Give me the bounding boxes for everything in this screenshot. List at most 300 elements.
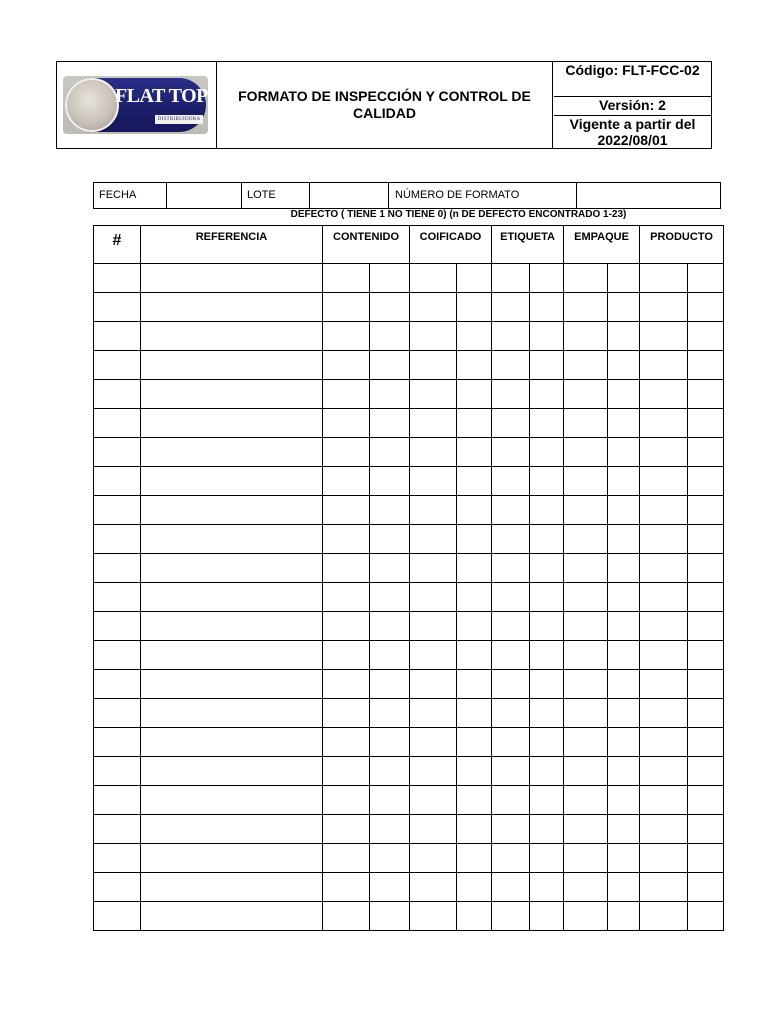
cell-empaque-a[interactable] — [564, 409, 608, 438]
cell-producto-a[interactable] — [640, 786, 688, 815]
col-header-empaque: EMPAQUE — [564, 226, 640, 264]
cell-number[interactable] — [94, 786, 141, 815]
cell-producto-a[interactable] — [640, 873, 688, 902]
cell-referencia[interactable] — [141, 409, 323, 438]
cell-referencia[interactable] — [141, 525, 323, 554]
cell-number[interactable] — [94, 525, 141, 554]
cell-referencia[interactable] — [141, 902, 323, 931]
cell-empaque-b[interactable] — [608, 641, 640, 670]
cell-coificado-a[interactable] — [410, 670, 457, 699]
cell-coificado-b[interactable] — [457, 322, 492, 351]
cell-etiqueta-b[interactable] — [530, 728, 564, 757]
cell-coificado-a[interactable] — [410, 380, 457, 409]
cell-producto-b[interactable] — [688, 786, 724, 815]
cell-producto-a[interactable] — [640, 293, 688, 322]
cell-etiqueta-a[interactable] — [492, 844, 530, 873]
cell-producto-b[interactable] — [688, 322, 724, 351]
cell-referencia[interactable] — [141, 641, 323, 670]
cell-referencia[interactable] — [141, 467, 323, 496]
cell-producto-a[interactable] — [640, 409, 688, 438]
cell-contenido-a[interactable] — [323, 322, 370, 351]
cell-coificado-a[interactable] — [410, 641, 457, 670]
cell-number[interactable] — [94, 873, 141, 902]
cell-number[interactable] — [94, 583, 141, 612]
cell-producto-b[interactable] — [688, 815, 724, 844]
cell-referencia[interactable] — [141, 583, 323, 612]
info-row — [93, 182, 721, 209]
cell-coificado-b[interactable] — [457, 496, 492, 525]
cell-empaque-a[interactable] — [564, 525, 608, 554]
cell-producto-b[interactable] — [688, 757, 724, 786]
cell-producto-b[interactable] — [688, 467, 724, 496]
cell-empaque-a[interactable] — [564, 293, 608, 322]
cell-contenido-b[interactable] — [370, 467, 410, 496]
cell-etiqueta-a[interactable] — [492, 757, 530, 786]
cell-referencia[interactable] — [141, 351, 323, 380]
cell-referencia[interactable] — [141, 844, 323, 873]
table-row — [94, 699, 724, 728]
cell-empaque-b[interactable] — [608, 612, 640, 641]
cell-empaque-b[interactable] — [608, 786, 640, 815]
cell-coificado-a[interactable] — [410, 322, 457, 351]
cell-contenido-b[interactable] — [370, 380, 410, 409]
cell-coificado-a[interactable] — [410, 612, 457, 641]
cell-contenido-b[interactable] — [370, 844, 410, 873]
cell-coificado-a[interactable] — [410, 583, 457, 612]
cell-coificado-b[interactable] — [457, 728, 492, 757]
cell-producto-a[interactable] — [640, 438, 688, 467]
cell-producto-a[interactable] — [640, 554, 688, 583]
cell-producto-b[interactable] — [688, 554, 724, 583]
cell-contenido-b[interactable] — [370, 438, 410, 467]
cell-coificado-b[interactable] — [457, 873, 492, 902]
cell-empaque-a[interactable] — [564, 670, 608, 699]
cell-etiqueta-a[interactable] — [492, 293, 530, 322]
cell-coificado-a[interactable] — [410, 525, 457, 554]
cell-empaque-a[interactable] — [564, 496, 608, 525]
table-row — [94, 409, 724, 438]
cell-empaque-a[interactable] — [564, 438, 608, 467]
cell-empaque-a[interactable] — [564, 351, 608, 380]
cell-contenido-a[interactable] — [323, 293, 370, 322]
cell-coificado-a[interactable] — [410, 786, 457, 815]
cell-contenido-a[interactable] — [323, 641, 370, 670]
cell-etiqueta-b[interactable] — [530, 467, 564, 496]
cell-referencia[interactable] — [141, 815, 323, 844]
cell-empaque-a[interactable] — [564, 699, 608, 728]
cell-producto-b[interactable] — [688, 496, 724, 525]
cell-empaque-a[interactable] — [564, 612, 608, 641]
cell-coificado-b[interactable] — [457, 438, 492, 467]
cell-etiqueta-a[interactable] — [492, 873, 530, 902]
cell-coificado-a[interactable] — [410, 438, 457, 467]
cell-producto-a[interactable] — [640, 583, 688, 612]
cell-number[interactable] — [94, 699, 141, 728]
cell-contenido-a[interactable] — [323, 583, 370, 612]
cell-etiqueta-a[interactable] — [492, 699, 530, 728]
cell-empaque-a[interactable] — [564, 554, 608, 583]
cell-coificado-b[interactable] — [457, 902, 492, 931]
cell-coificado-a[interactable] — [410, 844, 457, 873]
cell-referencia[interactable] — [141, 728, 323, 757]
cell-contenido-a[interactable] — [323, 757, 370, 786]
cell-contenido-a[interactable] — [323, 496, 370, 525]
cell-etiqueta-a[interactable] — [492, 815, 530, 844]
cell-contenido-b[interactable] — [370, 293, 410, 322]
cell-empaque-a[interactable] — [564, 380, 608, 409]
cell-etiqueta-b[interactable] — [530, 351, 564, 380]
cell-producto-a[interactable] — [640, 728, 688, 757]
cell-coificado-b[interactable] — [457, 467, 492, 496]
col-header-number: # — [94, 226, 141, 264]
cell-etiqueta-a[interactable] — [492, 496, 530, 525]
cell-empaque-b[interactable] — [608, 264, 640, 293]
cell-etiqueta-b[interactable] — [530, 699, 564, 728]
cell-contenido-b[interactable] — [370, 554, 410, 583]
table-row — [94, 264, 724, 293]
cell-contenido-a[interactable] — [323, 554, 370, 583]
cell-coificado-a[interactable] — [410, 351, 457, 380]
cell-empaque-a[interactable] — [564, 583, 608, 612]
cell-etiqueta-b[interactable] — [530, 409, 564, 438]
cell-producto-a[interactable] — [640, 322, 688, 351]
cell-coificado-b[interactable] — [457, 351, 492, 380]
cell-number[interactable] — [94, 293, 141, 322]
cell-coificado-a[interactable] — [410, 873, 457, 902]
cell-etiqueta-a[interactable] — [492, 583, 530, 612]
cell-producto-b[interactable] — [688, 525, 724, 554]
cell-coificado-b[interactable] — [457, 583, 492, 612]
table-row — [94, 612, 724, 641]
cell-etiqueta-a[interactable] — [492, 438, 530, 467]
cell-contenido-b[interactable] — [370, 612, 410, 641]
cell-etiqueta-a[interactable] — [492, 467, 530, 496]
cell-contenido-b[interactable] — [370, 728, 410, 757]
cell-coificado-b[interactable] — [457, 670, 492, 699]
cell-empaque-b[interactable] — [608, 438, 640, 467]
cell-etiqueta-b[interactable] — [530, 496, 564, 525]
cell-empaque-b[interactable] — [608, 844, 640, 873]
cell-producto-b[interactable] — [688, 264, 724, 293]
cell-producto-a[interactable] — [640, 264, 688, 293]
cell-coificado-a[interactable] — [410, 728, 457, 757]
cell-empaque-b[interactable] — [608, 409, 640, 438]
table-row — [94, 786, 724, 815]
cell-number[interactable] — [94, 496, 141, 525]
cell-coificado-b[interactable] — [457, 554, 492, 583]
cell-contenido-b[interactable] — [370, 786, 410, 815]
cell-number[interactable] — [94, 902, 141, 931]
cell-contenido-a[interactable] — [323, 380, 370, 409]
cell-number[interactable] — [94, 612, 141, 641]
fecha-label: FECHA — [94, 183, 167, 208]
numero-formato-field[interactable] — [577, 183, 720, 208]
cell-empaque-a[interactable] — [564, 467, 608, 496]
cell-empaque-b[interactable] — [608, 380, 640, 409]
cell-coificado-b[interactable] — [457, 409, 492, 438]
cell-contenido-b[interactable] — [370, 583, 410, 612]
cell-referencia[interactable] — [141, 496, 323, 525]
cell-contenido-b[interactable] — [370, 699, 410, 728]
cell-empaque-a[interactable] — [564, 322, 608, 351]
cell-number[interactable] — [94, 438, 141, 467]
inspection-table — [93, 225, 724, 931]
cell-producto-a[interactable] — [640, 844, 688, 873]
cell-referencia[interactable] — [141, 612, 323, 641]
cell-etiqueta-b[interactable] — [530, 844, 564, 873]
cell-empaque-b[interactable] — [608, 293, 640, 322]
cell-coificado-a[interactable] — [410, 699, 457, 728]
vigente-label: Vigente a partir del 2022/08/01 — [569, 116, 696, 148]
cell-empaque-b[interactable] — [608, 467, 640, 496]
cell-etiqueta-a[interactable] — [492, 525, 530, 554]
cell-empaque-b[interactable] — [608, 815, 640, 844]
cell-etiqueta-a[interactable] — [492, 786, 530, 815]
cell-etiqueta-b[interactable] — [530, 583, 564, 612]
cell-number[interactable] — [94, 844, 141, 873]
cell-etiqueta-b[interactable] — [530, 525, 564, 554]
cell-producto-b[interactable] — [688, 380, 724, 409]
cell-empaque-a[interactable] — [564, 264, 608, 293]
cell-etiqueta-b[interactable] — [530, 902, 564, 931]
cell-coificado-b[interactable] — [457, 757, 492, 786]
cell-coificado-b[interactable] — [457, 293, 492, 322]
cell-number[interactable] — [94, 409, 141, 438]
cell-coificado-a[interactable] — [410, 496, 457, 525]
cell-number[interactable] — [94, 641, 141, 670]
cell-number[interactable] — [94, 670, 141, 699]
cell-coificado-b[interactable] — [457, 612, 492, 641]
cell-etiqueta-a[interactable] — [492, 902, 530, 931]
cell-etiqueta-b[interactable] — [530, 264, 564, 293]
cell-producto-a[interactable] — [640, 699, 688, 728]
cell-producto-b[interactable] — [688, 641, 724, 670]
cell-etiqueta-b[interactable] — [530, 438, 564, 467]
cell-empaque-b[interactable] — [608, 728, 640, 757]
cell-etiqueta-a[interactable] — [492, 612, 530, 641]
cell-producto-b[interactable] — [688, 612, 724, 641]
cell-contenido-a[interactable] — [323, 351, 370, 380]
cell-empaque-b[interactable] — [608, 902, 640, 931]
cell-etiqueta-b[interactable] — [530, 757, 564, 786]
cell-contenido-b[interactable] — [370, 525, 410, 554]
cell-contenido-a[interactable] — [323, 728, 370, 757]
table-row — [94, 322, 724, 351]
cell-producto-b[interactable] — [688, 670, 724, 699]
cell-coificado-a[interactable] — [410, 902, 457, 931]
cell-contenido-b[interactable] — [370, 873, 410, 902]
cell-coificado-a[interactable] — [410, 757, 457, 786]
table-row — [94, 844, 724, 873]
cell-producto-a[interactable] — [640, 467, 688, 496]
cell-empaque-a[interactable] — [564, 844, 608, 873]
cell-empaque-b[interactable] — [608, 351, 640, 380]
cell-coificado-b[interactable] — [457, 699, 492, 728]
cell-etiqueta-a[interactable] — [492, 641, 530, 670]
cell-etiqueta-a[interactable] — [492, 670, 530, 699]
cell-empaque-a[interactable] — [564, 641, 608, 670]
cell-etiqueta-b[interactable] — [530, 670, 564, 699]
cell-etiqueta-b[interactable] — [530, 815, 564, 844]
cell-empaque-b[interactable] — [608, 699, 640, 728]
cell-contenido-a[interactable] — [323, 699, 370, 728]
cell-empaque-b[interactable] — [608, 583, 640, 612]
cell-etiqueta-b[interactable] — [530, 322, 564, 351]
cell-number[interactable] — [94, 757, 141, 786]
cell-referencia[interactable] — [141, 264, 323, 293]
cell-producto-b[interactable] — [688, 699, 724, 728]
cell-etiqueta-b[interactable] — [530, 641, 564, 670]
cell-etiqueta-a[interactable] — [492, 380, 530, 409]
cell-contenido-b[interactable] — [370, 902, 410, 931]
cell-etiqueta-b[interactable] — [530, 380, 564, 409]
cell-empaque-a[interactable] — [564, 728, 608, 757]
cell-etiqueta-b[interactable] — [530, 554, 564, 583]
cell-referencia[interactable] — [141, 873, 323, 902]
cell-contenido-a[interactable] — [323, 409, 370, 438]
cell-number[interactable] — [94, 815, 141, 844]
cell-coificado-a[interactable] — [410, 264, 457, 293]
cell-producto-a[interactable] — [640, 612, 688, 641]
cell-number[interactable] — [94, 554, 141, 583]
cell-etiqueta-a[interactable] — [492, 322, 530, 351]
cell-empaque-a[interactable] — [564, 815, 608, 844]
cell-contenido-a[interactable] — [323, 815, 370, 844]
cell-contenido-a[interactable] — [323, 438, 370, 467]
cell-producto-a[interactable] — [640, 902, 688, 931]
cell-contenido-a[interactable] — [323, 264, 370, 293]
cell-number[interactable] — [94, 467, 141, 496]
cell-producto-a[interactable] — [640, 496, 688, 525]
cell-contenido-b[interactable] — [370, 496, 410, 525]
cell-producto-b[interactable] — [688, 844, 724, 873]
cell-producto-a[interactable] — [640, 641, 688, 670]
cell-coificado-b[interactable] — [457, 844, 492, 873]
cell-coificado-b[interactable] — [457, 786, 492, 815]
cell-referencia[interactable] — [141, 293, 323, 322]
cell-producto-b[interactable] — [688, 583, 724, 612]
cell-etiqueta-a[interactable] — [492, 409, 530, 438]
cell-number[interactable] — [94, 351, 141, 380]
cell-empaque-b[interactable] — [608, 525, 640, 554]
cell-etiqueta-b[interactable] — [530, 873, 564, 902]
fecha-field[interactable] — [167, 183, 242, 208]
cell-producto-b[interactable] — [688, 409, 724, 438]
cell-producto-b[interactable] — [688, 438, 724, 467]
cell-coificado-b[interactable] — [457, 525, 492, 554]
table-row — [94, 728, 724, 757]
cell-empaque-b[interactable] — [608, 496, 640, 525]
cell-coificado-b[interactable] — [457, 380, 492, 409]
cell-number[interactable] — [94, 380, 141, 409]
cell-contenido-a[interactable] — [323, 670, 370, 699]
cell-referencia[interactable] — [141, 786, 323, 815]
cell-coificado-a[interactable] — [410, 467, 457, 496]
cell-producto-a[interactable] — [640, 525, 688, 554]
cell-contenido-a[interactable] — [323, 844, 370, 873]
cell-empaque-a[interactable] — [564, 902, 608, 931]
cell-etiqueta-a[interactable] — [492, 351, 530, 380]
cell-producto-b[interactable] — [688, 293, 724, 322]
cell-referencia[interactable] — [141, 380, 323, 409]
cell-coificado-b[interactable] — [457, 815, 492, 844]
cell-etiqueta-a[interactable] — [492, 728, 530, 757]
cell-producto-a[interactable] — [640, 815, 688, 844]
cell-empaque-b[interactable] — [608, 757, 640, 786]
cell-etiqueta-b[interactable] — [530, 293, 564, 322]
cell-etiqueta-a[interactable] — [492, 554, 530, 583]
cell-empaque-b[interactable] — [608, 670, 640, 699]
cell-referencia[interactable] — [141, 670, 323, 699]
cell-coificado-b[interactable] — [457, 641, 492, 670]
cell-contenido-b[interactable] — [370, 815, 410, 844]
cell-contenido-b[interactable] — [370, 641, 410, 670]
cell-empaque-a[interactable] — [564, 873, 608, 902]
table-body — [94, 264, 724, 931]
cell-referencia[interactable] — [141, 438, 323, 467]
cell-contenido-a[interactable] — [323, 873, 370, 902]
cell-producto-a[interactable] — [640, 757, 688, 786]
lote-field[interactable] — [310, 183, 389, 208]
cell-producto-a[interactable] — [640, 380, 688, 409]
cell-empaque-b[interactable] — [608, 554, 640, 583]
cell-contenido-b[interactable] — [370, 670, 410, 699]
cell-referencia[interactable] — [141, 699, 323, 728]
cell-contenido-a[interactable] — [323, 786, 370, 815]
cell-empaque-a[interactable] — [564, 757, 608, 786]
cell-coificado-a[interactable] — [410, 293, 457, 322]
cell-number[interactable] — [94, 322, 141, 351]
cell-referencia[interactable] — [141, 322, 323, 351]
cell-coificado-a[interactable] — [410, 409, 457, 438]
cell-contenido-b[interactable] — [370, 409, 410, 438]
cell-etiqueta-b[interactable] — [530, 612, 564, 641]
cell-contenido-a[interactable] — [323, 525, 370, 554]
cell-number[interactable] — [94, 728, 141, 757]
cell-contenido-a[interactable] — [323, 902, 370, 931]
cell-producto-b[interactable] — [688, 728, 724, 757]
cell-referencia[interactable] — [141, 757, 323, 786]
cell-contenido-b[interactable] — [370, 264, 410, 293]
cell-etiqueta-b[interactable] — [530, 786, 564, 815]
col-header-coificado: COIFICADO — [410, 226, 492, 264]
col-header-producto: PRODUCTO — [640, 226, 724, 264]
logo-globe-icon — [65, 78, 119, 132]
cell-coificado-b[interactable] — [457, 264, 492, 293]
cell-empaque-b[interactable] — [608, 322, 640, 351]
cell-etiqueta-a[interactable] — [492, 264, 530, 293]
cell-producto-b[interactable] — [688, 902, 724, 931]
cell-empaque-b[interactable] — [608, 873, 640, 902]
cell-producto-b[interactable] — [688, 351, 724, 380]
cell-number[interactable] — [94, 264, 141, 293]
cell-empaque-a[interactable] — [564, 786, 608, 815]
cell-referencia[interactable] — [141, 554, 323, 583]
cell-producto-b[interactable] — [688, 873, 724, 902]
cell-contenido-a[interactable] — [323, 467, 370, 496]
table-row — [94, 815, 724, 844]
cell-contenido-b[interactable] — [370, 351, 410, 380]
cell-coificado-a[interactable] — [410, 554, 457, 583]
cell-producto-a[interactable] — [640, 351, 688, 380]
cell-coificado-a[interactable] — [410, 815, 457, 844]
cell-contenido-b[interactable] — [370, 322, 410, 351]
table-row — [94, 380, 724, 409]
cell-producto-a[interactable] — [640, 670, 688, 699]
cell-contenido-a[interactable] — [323, 612, 370, 641]
cell-contenido-b[interactable] — [370, 757, 410, 786]
codigo-label: Código: FLT-FCC-02 — [554, 62, 711, 97]
